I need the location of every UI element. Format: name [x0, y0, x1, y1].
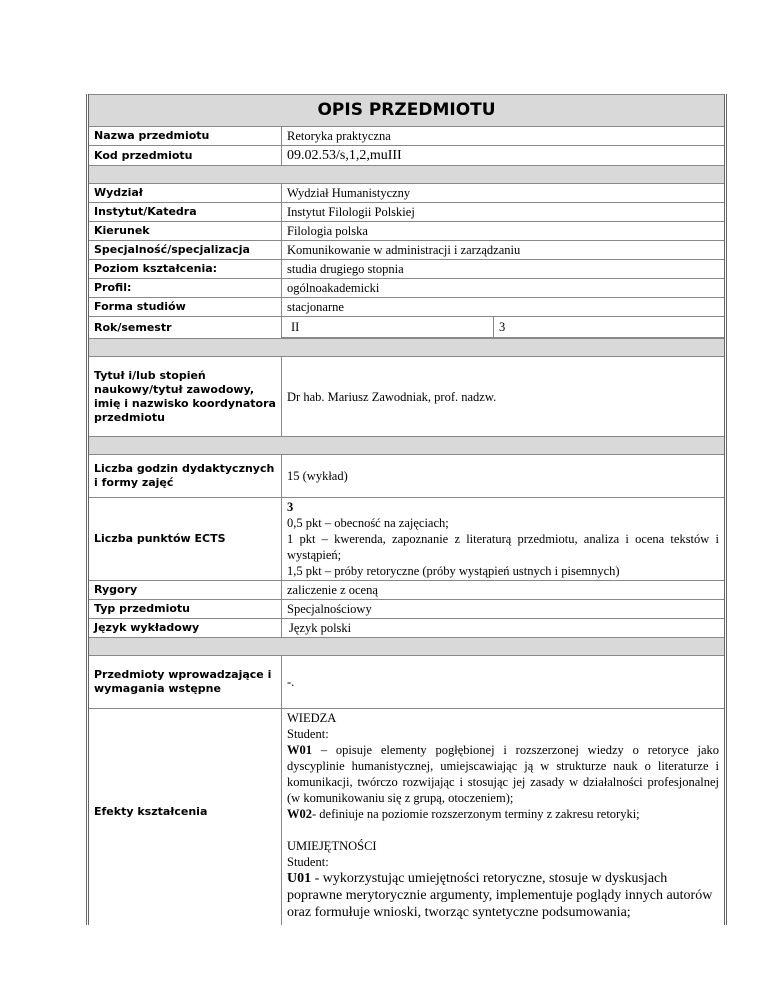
code-u01: U01 — [287, 871, 312, 886]
value-ects — [282, 498, 724, 580]
outcome-w02 — [287, 806, 719, 822]
row-efekty — [89, 708, 724, 925]
label-koordynator: Tytuł i/lub stopień naukowy/tytuł zawodowy, imię i nazwisko koordynatora przedmiotu — [89, 357, 282, 436]
label-typ: Typ przedmiotu — [89, 600, 282, 618]
value-rok-semestr — [282, 317, 724, 338]
ects-line: 1,5 pkt – próby retoryczne (próby wystąpień ustnych i pisemnych) — [287, 564, 620, 578]
label-ects: Liczba punktów ECTS — [89, 498, 282, 580]
value-semestr: 3 — [494, 317, 724, 338]
label-kierunek: Kierunek — [89, 222, 282, 240]
label-wydzial: Wydział — [89, 184, 282, 202]
code-w02: W02 — [287, 807, 312, 821]
row-kod — [89, 145, 724, 165]
label-jezyk: Język wykładowy — [89, 619, 282, 637]
value-jezyk: Język polski — [289, 621, 352, 635]
value-rok: II — [282, 317, 494, 338]
row-kierunek — [89, 221, 724, 240]
ects-total: 3 — [287, 500, 294, 514]
course-description-table — [86, 94, 727, 925]
row-poziom — [89, 259, 724, 278]
value-typ: Specjalnościowy — [287, 602, 372, 616]
label-rygory: Rygory — [89, 581, 282, 599]
label-przedmioty-wprowadzajace: Przedmioty wprowadzające i wymagania wstępne — [89, 656, 282, 708]
separator — [89, 436, 724, 454]
ects-line: 0,5 pkt – obecność na zajęciach; — [287, 516, 449, 530]
label-forma: Forma studiów — [89, 298, 282, 316]
row-typ — [89, 599, 724, 618]
student-label: Student: — [287, 727, 329, 741]
row-forma — [89, 297, 724, 316]
row-wydzial — [89, 183, 724, 202]
label-profil: Profil: — [89, 279, 282, 297]
row-jezyk — [89, 618, 724, 637]
value-poziom: studia drugiego stopnia — [287, 262, 404, 276]
label-nazwa: Nazwa przedmiotu — [89, 127, 282, 145]
value-forma: stacjonarne — [287, 300, 344, 314]
value-instytut: Instytut Filologii Polskiej — [287, 205, 415, 219]
value-przedmioty-wprowadzajace: -. — [287, 675, 295, 689]
value-godziny: 15 (wykład) — [287, 469, 348, 483]
row-ects — [89, 497, 724, 580]
section-wiedza: WIEDZA — [287, 711, 337, 725]
label-poziom: Poziom kształcenia: — [89, 260, 282, 278]
value-specjalnosc: Komunikowanie w administracji i zarządzaniu — [287, 243, 521, 257]
outcome-u01 — [287, 870, 719, 921]
row-nazwa — [89, 126, 724, 145]
label-rok: Rok/semestr — [89, 317, 282, 338]
label-efekty: Efekty kształcenia — [89, 709, 282, 925]
student-label: Student: — [287, 855, 329, 869]
label-godziny: Liczba godzin dydaktycznych i formy zajęć — [89, 455, 282, 497]
page-title: OPIS PRZEDMIOTU — [89, 94, 724, 126]
value-profil: ogólnoakademicki — [287, 281, 380, 295]
row-instytut — [89, 202, 724, 221]
spacer — [287, 822, 719, 838]
value-efekty — [282, 709, 724, 925]
value-nazwa: Retoryka praktyczna — [287, 129, 391, 143]
row-specjalnosc — [89, 240, 724, 259]
section-umiejetnosci: UMIEJĘTNOŚCI — [287, 839, 377, 853]
separator — [89, 637, 724, 655]
separator — [89, 338, 724, 356]
row-rok — [89, 316, 724, 338]
row-przedmioty-wprowadzajace — [89, 655, 724, 708]
value-kierunek: Filologia polska — [287, 224, 368, 238]
row-rygory — [89, 580, 724, 599]
label-specjalnosc: Specjalność/specjalizacja — [89, 241, 282, 259]
label-instytut: Instytut/Katedra — [89, 203, 282, 221]
value-wydzial: Wydział Humanistyczny — [287, 186, 411, 200]
row-profil — [89, 278, 724, 297]
text-u01: - wykorzystując umiejętności retoryczne, stosuje w dyskusjach poprawne merytorycznie argumenty, implementuje poglądy innych autorów oraz formułuje wnioski, tworząc syntetyczne podsumowania; — [287, 871, 713, 920]
separator — [89, 165, 724, 183]
row-godziny — [89, 454, 724, 497]
ects-line: 1 pkt – kwerenda, zapoznanie z literaturą przedmiotu, analiza i ocena tekstów i wystąpień; — [287, 532, 719, 562]
value-kod: 09.02.53/s,1,2,muIII — [287, 148, 402, 163]
value-rygory: zaliczenie z oceną — [287, 583, 378, 597]
outcome-w01 — [287, 742, 719, 806]
text-w01: – opisuje elementy pogłębionej i rozszerzonej wiedzy o retoryce jako dyscyplinie humanistycznej, umiejscawiając ją w strukturze nauk o literaturze i komunikacji, twórczo rozwijając i stosując jej zasady w działalności profesjonalnej (w komunikowaniu się z grupą, otoczeniem); — [287, 743, 719, 805]
code-w01: W01 — [287, 743, 312, 757]
row-koordynator — [89, 356, 724, 436]
text-w02: - definiuje na poziomie rozszerzonym terminy z zakresu retoryki; — [312, 807, 640, 821]
label-kod: Kod przedmiotu — [89, 146, 282, 165]
value-koordynator: Dr hab. Mariusz Zawodniak, prof. nadzw. — [287, 389, 497, 404]
